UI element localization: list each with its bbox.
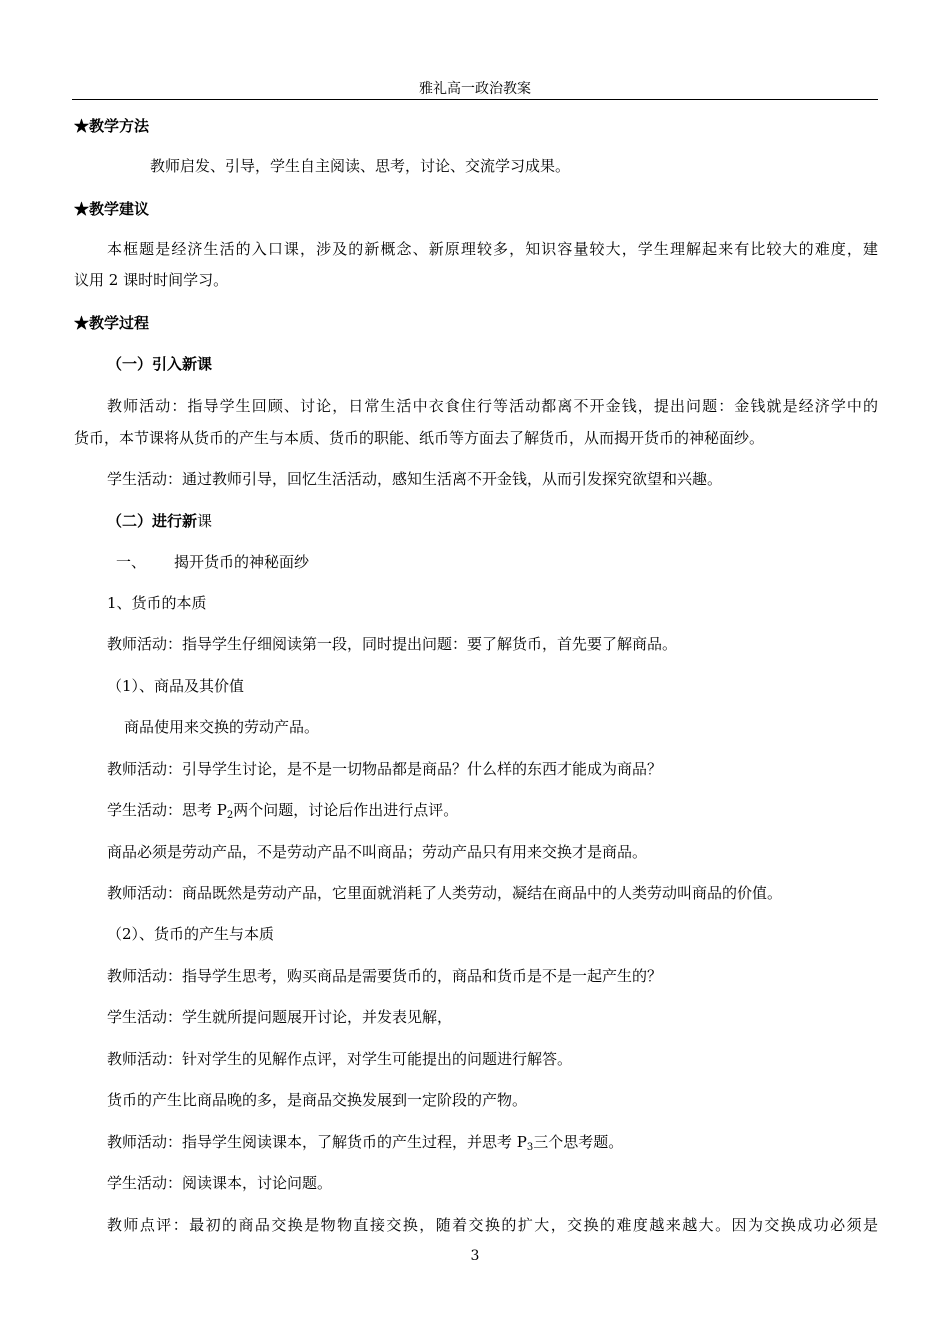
part1-student: 学生活动：通过教师引导，回忆生活活动，感知生活离不开金钱，从而引发探究欲望和兴趣。 [107,470,723,488]
student-activity-read: 学生活动：阅读课本，讨论问题。 [107,1174,333,1192]
subsection-1-1: （1）、商品及其价值 [107,677,245,695]
method-heading: ★教学方法 [74,117,150,135]
teacher-activity-buy: 教师活动：指导学生思考，购买商品是需要货币的，商品和货币是不是一起产生的？ [107,967,663,985]
method-text: 教师启发、引导，学生自主阅读、思考，讨论、交流学习成果。 [150,157,571,175]
topic-number: 一、 [116,553,147,571]
student-activity-discuss: 学生活动：学生就所提问题展开讨论，并发表见解， [107,1008,453,1026]
advice-text-line-1: 本框题是经济生活的入口课，涉及的新概念、新原理较多，知识容量较大，学生理解起来有比较大的难度，建 [107,240,878,258]
teacher-activity-value: 教师活动：商品既然是劳动产品，它里面就消耗了人类劳动，凝结在商品中的人类劳动叫商品的价值。 [107,884,783,902]
subsection-1: 1、货币的本质 [107,594,207,612]
star-icon: ★ [74,314,90,332]
subsection-1-2: （2）、货币的产生与本质 [107,925,275,943]
part2-heading: （二）进行新课 [107,512,213,530]
star-icon: ★ [74,200,90,218]
goods-condition: 商品必须是劳动产品，不是劳动产品不叫商品；劳动产品只有用来交换才是商品。 [107,843,648,861]
topic-title: 揭开货币的神秘面纱 [174,553,310,571]
advice-text-line-2: 议用 2 课时时间学习。 [74,271,229,289]
teacher-review: 教师点评：最初的商品交换是物物直接交换，随着交换的扩大，交换的难度越来越大。因为交换成功必须是 [107,1216,878,1234]
page-number: 3 [470,1248,480,1264]
part1-teacher-line-1: 教师活动：指导学生回顾、讨论，日常生活中衣食住行等活动都离不开金钱，提出问题：金钱就是经济学中的 [107,397,878,415]
page-header: 雅礼高一政治教案 [419,81,531,97]
teacher-activity-textbook: 教师活动：指导学生阅读课本，了解货币的产生过程，并思考 $P_3$三个思考题。 [107,1133,624,1153]
goods-definition: 商品使用来交换的劳动产品。 [124,718,320,736]
student-activity-think: 学生活动：思考 $P_2$两个问题，讨论后作出进行点评。 [107,801,459,821]
part1-heading: （一）引入新课 [107,355,213,373]
advice-heading: ★教学建议 [74,200,150,218]
teacher-activity-comment: 教师活动：针对学生的见解作点评，对学生可能提出的问题进行解答。 [107,1050,573,1068]
part1-teacher-line-2: 货币，本节课将从货币的产生与本质、货币的职能、纸币等方面去了解货币，从而揭开货币的神秘面纱。 [74,429,765,447]
header-divider [72,99,878,100]
money-origin: 货币的产生比商品晚的多，是商品交换发展到一定阶段的产物。 [107,1091,528,1109]
process-heading: ★教学过程 [74,314,150,332]
star-icon: ★ [74,117,90,135]
teacher-activity-discuss: 教师活动：引导学生讨论，是不是一切物品都是商品？什么样的东西才能成为商品？ [107,760,663,778]
teacher-activity-read: 教师活动：指导学生仔细阅读第一段，同时提出问题：要了解货币，首先要了解商品。 [107,635,678,653]
